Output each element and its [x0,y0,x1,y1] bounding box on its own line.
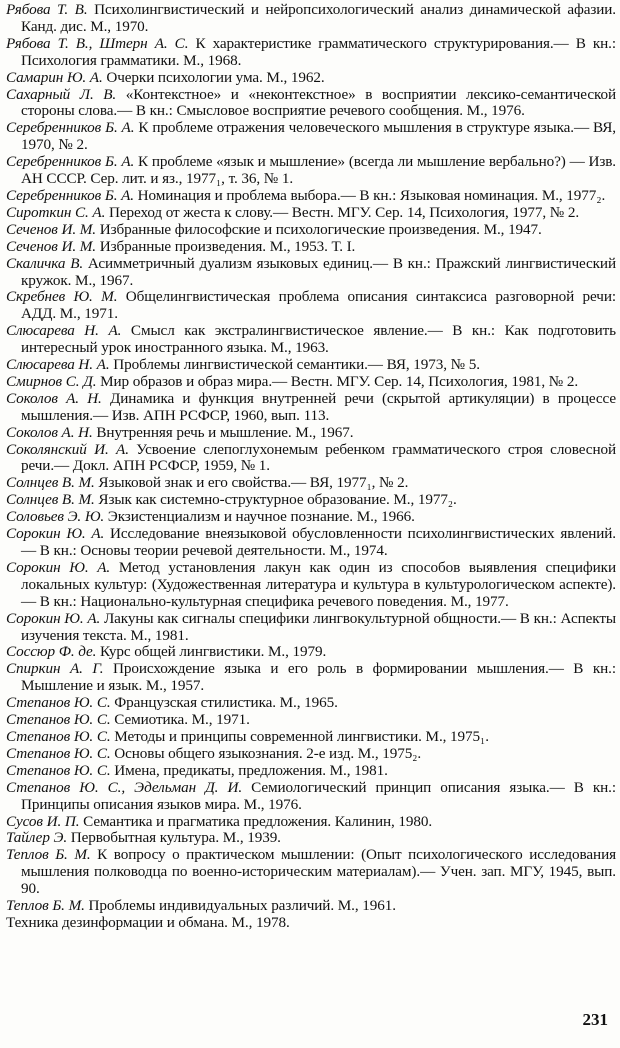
bibliography-entry [6,780,616,814]
entry-author: Серебренников Б. А. [6,186,134,204]
entry-text: Курс общей лингвистики. М., 1979. [96,643,327,661]
entry-author: Слюсарева Н. А. [6,322,122,340]
entry-text: Техника дезинформации и обмана. М., 1978. [6,913,290,931]
entry-author: Степанов Ю. С., Эдельман Д. И. [6,778,243,796]
entry-author: Соколянский И. А. [6,440,129,458]
entry-author: Степанов Ю. С. [6,727,111,745]
entry-author: Сахарный Л. В. [6,85,117,103]
entry-author: Спиркин А. Г. [6,660,104,678]
entry-author: Степанов Ю. С. [6,711,111,729]
entry-text: Общелингвистическая проблема описания синтаксиса разговорной речи: АДД. М., 1971. [21,288,616,323]
bibliography-entry [6,425,616,442]
bibliography-entry [6,256,616,290]
bibliography-entry [6,560,616,611]
entry-text: Французская стилистика. М., 1965. [110,694,338,712]
bibliography-entry [6,120,616,154]
entry-author: Степанов Ю. С. [6,744,111,762]
bibliography-entry [6,475,616,492]
entry-author: Сеченов И. М. [6,220,96,238]
entry-author: Солнцев В. М. [6,491,95,509]
bibliography-entry [6,644,616,661]
entry-text: «Контекстное» и «неконтекстное» в восприятии лексико-семантической стороны слова.— В кн.: Смысловое восприятие речевого сообщения. М., 1976. [21,85,616,120]
entry-text: Усвоение слепоглухонемым ребенком грамматического строя словесной речи.— Докл. АПН РСФСР, 1959, № 1. [21,440,616,475]
bibliography-entry [6,814,616,831]
bibliography-entry [6,323,616,357]
entry-author: Скребнев Ю. М. [6,288,118,306]
entry-text: Семантика и прагматика предложения. Калинин, 1980. [79,812,433,830]
entry-author: Соссюр Ф. де. [6,643,97,661]
entry-text: К проблеме «язык и мышление» (всегда ли мышление вербально?) — Изв. АН СССР. Сер. лит. и яз., 1977₁, т. 36, № 1. [21,153,616,188]
entry-author: Соколов А. Н. [6,423,93,441]
entry-text: Смысл как экстралингвистическое явление.— В кн.: Как подготовить интересный урок иностранного языка. М., 1963. [21,322,616,357]
entry-author: Рябова Т. В. [6,1,88,18]
bibliography-entry [6,188,616,205]
entry-text: Язык как системно-структурное образование. М., 1977₂. [94,491,457,509]
entry-text: Переход от жеста к слову.— Вестн. МГУ. Сер. 14, Психология, 1977, № 2. [105,203,580,221]
bibliography-entry [6,222,616,239]
bibliography-entry [6,154,616,188]
entry-text: К вопросу о практическом мышлении: (Опыт психологического исследования мышления полководца по военно-историческим материалам).— Учен. зап. МГУ, 1945, вып. 90. [21,846,616,898]
entry-text: Семиологический принцип описания языка.— В кн.: Принципы описания языков мира. М., 1976. [21,778,616,813]
entry-author: Сорокин Ю. А. [6,609,101,627]
entry-text: Первобытная культура. М., 1939. [67,829,281,847]
bibliography-entry [6,661,616,695]
entry-author: Теплов Б. М. [6,846,91,864]
entry-text: Психолингвистический и нейропсихологический анализ динамической афазии. Канд. дис. М., 1970. [21,1,616,35]
entry-text: Мир образов и образ мира.— Вестн. МГУ. Сер. 14, Психология, 1981, № 2. [96,372,579,390]
bibliography-entry [6,712,616,729]
entry-author: Смирнов С. Д. [6,372,97,390]
entry-text: Происхождение языка и его роль в формировании мышления.— В кн.: Мышление и язык. М., 1957. [21,660,616,695]
entry-text: К характеристике грамматического структурирования.— В кн.: Психология грамматики. М., 1968. [21,34,616,69]
entry-text: Методы и принципы современной лингвистики. М., 1975₁. [110,727,489,745]
entry-text: Основы общего языкознания. 2-е изд. М., 1975₂. [110,744,422,762]
entry-author: Сироткин С. А. [6,203,106,221]
entry-text: Исследование внеязыковой обусловленности психолингвистических явлений.— В кн.: Основы теории речевой деятельности. М., 1974. [21,525,616,559]
bibliography-entry [6,289,616,323]
entry-text: Метод установления лакун как один из способов выявления специфики локальных культур: (Художественная литература и культура в культурологическом аспекте).— В кн.: Национально-культурная специфика речевого поведения. М., 1977. [21,558,616,610]
entry-author: Теплов Б. М. [6,897,85,915]
bibliography-page [6,2,616,1042]
entry-author: Сеченов И. М. [6,237,96,255]
entry-author: Рябова Т. В., Штерн А. С. [6,34,189,52]
entry-text: Динамика и функция внутренней речи (скрытой артикуляции) в процессе мышления.— Изв. АПН РСФСР, 1960, вып. 113. [21,389,616,424]
entry-text: Номинация и проблема выбора.— В кн.: Языковая номинация. М., 1977₂. [133,186,606,204]
entry-author: Сорокин Ю. А. [6,558,111,576]
bibliography-entry [6,239,616,256]
bibliography-entry [6,729,616,746]
entry-author: Соколов А. Н. [6,389,102,407]
bibliography-entry [6,611,616,645]
entry-author: Скаличка В. [6,254,84,272]
entry-author: Соловьев Э. Ю. [6,508,105,526]
entry-text: Очерки психологии ума. М., 1962. [102,68,325,86]
bibliography-entry [6,526,616,560]
entry-text: Проблемы лингвистической семантики.— ВЯ, 1973, № 5. [109,356,480,374]
entry-text: Экзистенциализм и научное познание. М., 1966. [104,508,415,526]
entry-author: Серебренников Б. А. [6,153,135,171]
entry-author: Тайлер Э. [6,829,68,847]
bibliography-entry [6,695,616,712]
entry-author: Сусов И. П. [6,812,80,830]
bibliography-list [6,2,616,932]
entry-text: Проблемы индивидуальных различий. М., 1961. [84,897,396,915]
page-number: 231 [582,1010,608,1029]
entry-text: Языковой знак и его свойства.— ВЯ, 1977₁, № 2. [94,474,409,492]
entry-text: К проблеме отражения человеческого мышления в структуре языка.— ВЯ, 1970, № 2. [21,119,616,154]
entry-author: Самарин Ю. А. [6,68,103,86]
entry-author: Серебренников Б. А. [6,119,135,137]
bibliography-entry [6,374,616,391]
bibliography-entry [6,36,616,70]
bibliography-entry [6,830,616,847]
entry-author: Сорокин Ю. А. [6,525,105,543]
entry-text: Семиотика. М., 1971. [110,711,250,729]
bibliography-entry [6,357,616,374]
bibliography-entry [6,87,616,121]
bibliography-entry [6,70,616,87]
bibliography-entry [6,763,616,780]
entry-text: Имена, предикаты, предложения. М., 1981. [110,761,388,779]
bibliography-entry [6,746,616,763]
bibliography-entry [6,915,616,932]
entry-author: Солнцев В. М. [6,474,95,492]
entry-text: Асимметричный дуализм языковых единиц.— В кн.: Пражский лингвистический кружок. М., 1967. [21,254,616,289]
entry-author: Слюсарева Н. А. [6,356,110,374]
bibliography-entry [6,509,616,526]
bibliography-entry [6,442,616,476]
entry-text: Избранные произведения. М., 1953. Т. I. [96,237,356,255]
bibliography-entry [6,898,616,915]
entry-text: Внутренняя речь и мышление. М., 1967. [92,423,354,441]
entry-text: Лакуны как сигналы специфики лингвокультурной общности.— В кн.: Аспекты изучения текста. М., 1981. [21,609,616,644]
bibliography-entry [6,205,616,222]
bibliography-entry [6,847,616,898]
bibliography-entry [6,2,616,36]
entry-author: Степанов Ю. С. [6,761,111,779]
bibliography-entry [6,492,616,509]
bibliography-entry [6,391,616,425]
entry-text: Избранные философские и психологические произведения. М., 1947. [96,220,542,238]
entry-author: Степанов Ю. С. [6,694,111,712]
